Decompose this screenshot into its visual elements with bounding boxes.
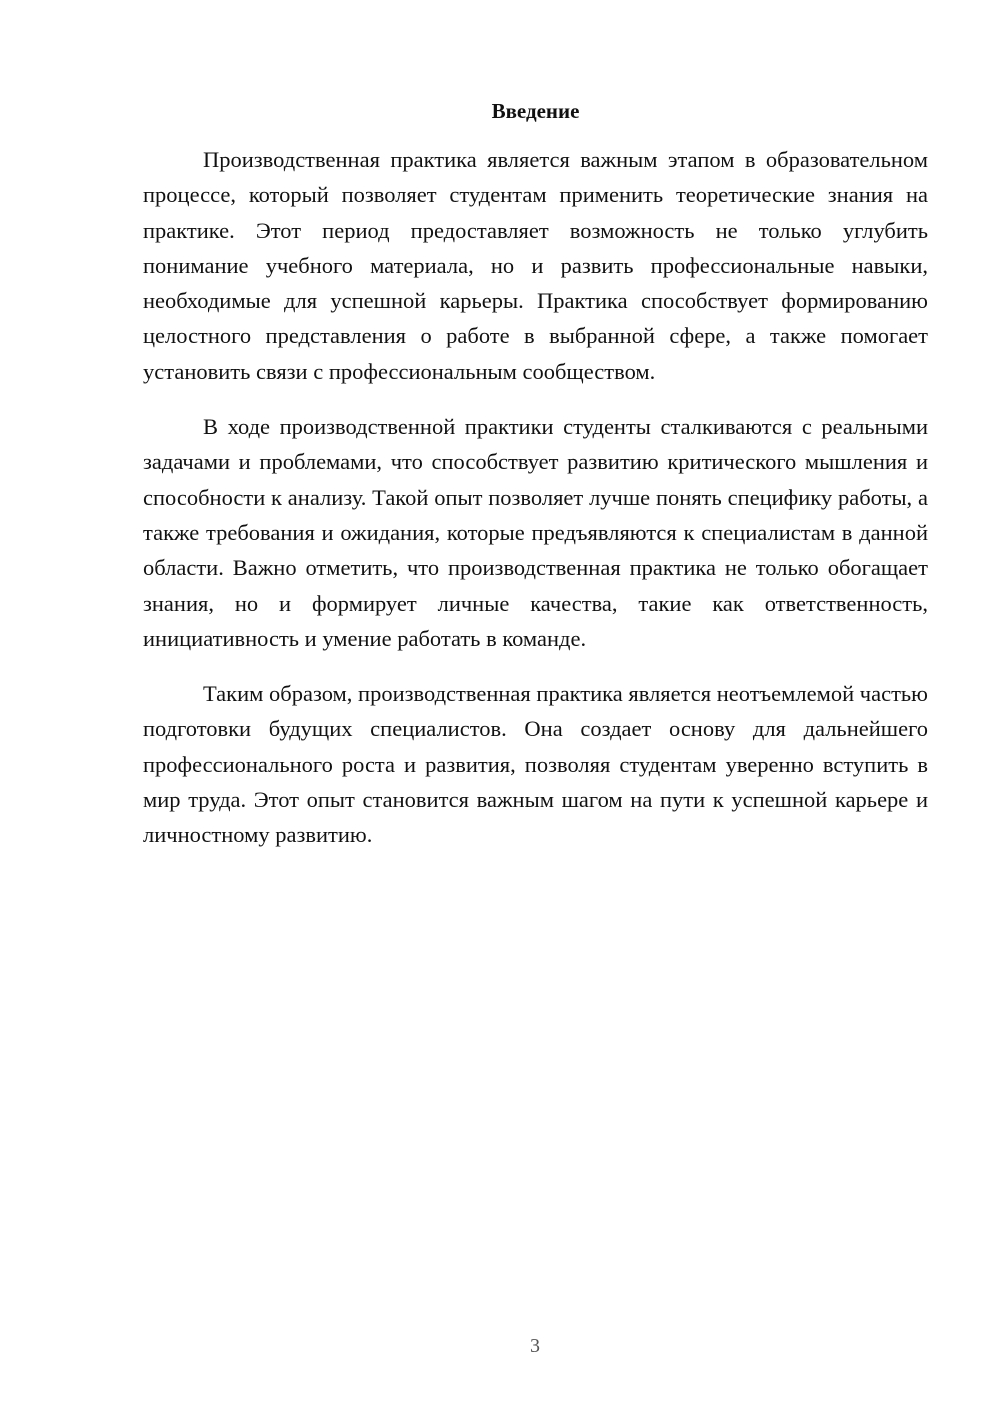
- page-number: 3: [530, 1335, 540, 1357]
- paragraph-3: Таким образом, производственная практика является неотъемлемой частью подготовки будущих специалистов. Она создает основу для дальнейшего профессионального роста и развития, позволяя студентам уверенно вступить в мир труда. Этот опыт становится важным шагом на пути к успешной карьере и личностному развитию.: [143, 681, 928, 848]
- paragraph-2: В ходе производственной практики студенты сталкиваются с реальными задачами и проблемами, что способствует развитию критического мышления и способности к анализу. Такой опыт позволяет лучше понять специфику работы, а также требования и ожидания, которые предъявляются к специалистам в данной области. Важно отметить, что производственная практика не только обогащает знания, но и формирует личные качества, такие как ответственность, инициативность и умение работать в команде.: [143, 414, 928, 651]
- body-text: [143, 142, 928, 873]
- section-heading: Введение: [491, 99, 580, 123]
- paragraph-1: Производственная практика является важным этапом в образовательном процессе, который позволяет студентам применить теоретические знания на практике. Этот период предоставляет возможность не только углубить понимание учебного материала, но и развить профессиональные навыки, необходимые для успешной карьеры. Практика способствует формированию целостного представления о работе в выбранной сфере, а также помогает установить связи с профессиональным сообществом.: [143, 147, 928, 384]
